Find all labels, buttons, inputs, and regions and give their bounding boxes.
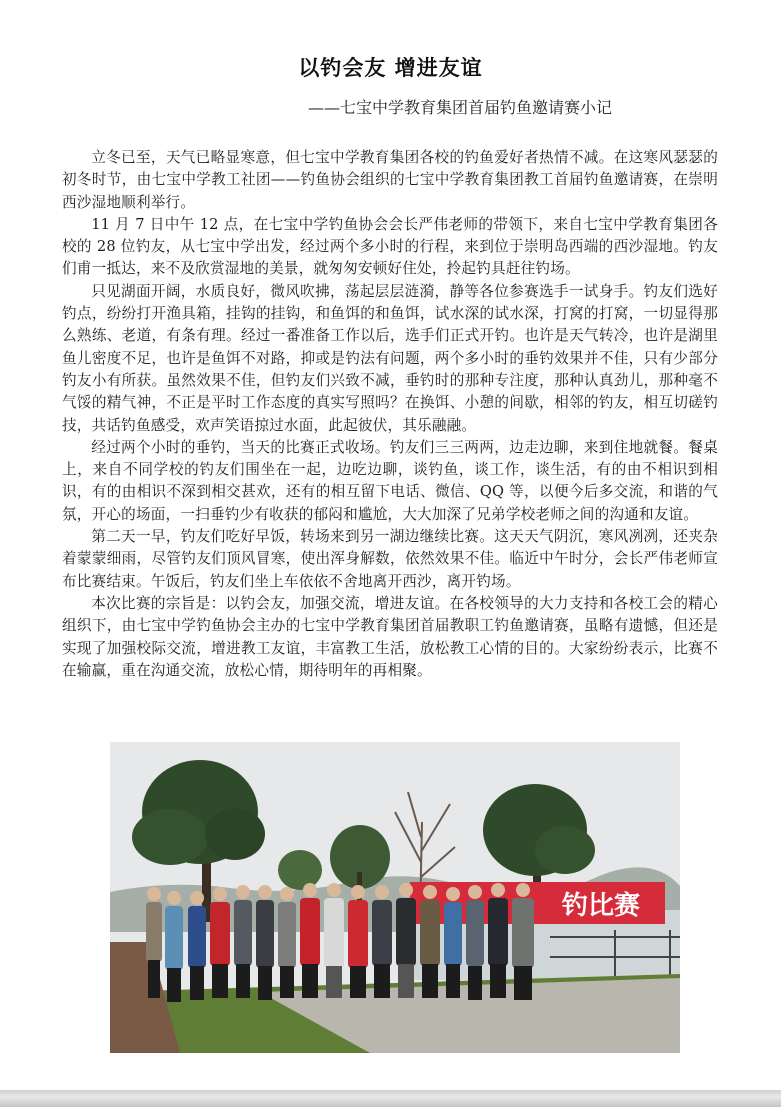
page-bottom-bar [0, 1090, 781, 1107]
paragraph-4: 经过两个小时的垂钓，当天的比赛正式收场。钓友们三三两两，边走边聊，来到住地就餐。餐桌上，来自不同学校的钓友们围坐在一起，边吃边聊，谈钓鱼，谈工作，谈生活，有的由不相识到相识，有的由相识不深到相交甚欢，还有的相互留下电话、微信、QQ 等，以便今后多交流，和谐的气氛，开心的场面，一扫垂钓少有收获的郁闷和尴尬，大大加深了兄弟学校老师之间的沟通和友谊。 [62, 438, 718, 523]
photo-tree-small [278, 850, 322, 890]
paragraph-5: 第二天一早，钓友们吃好早饭，转场来到另一湖边继续比赛。这天天气阴沉，寒风冽冽，还夹杂着蒙蒙细雨，尽管钓友们顶风冒寒，使出浑身解数，依然效果不佳。临近中午时分，会长严伟老师宣布比赛结束。午饭后，钓友们坐上车依依不舍地离开西沙，离开钓场。 [62, 528, 718, 590]
article-body [62, 147, 718, 682]
article-subtitle: ——七宝中学教育集团首届钓鱼邀请赛小记 [308, 98, 613, 117]
group-photo [110, 742, 680, 1053]
paragraph-3: 只见湖面开阔，水质良好，微风吹拂，荡起层层涟漪，静等各位参赛选手一试身手。钓友们选好钓点，纷纷打开渔具箱，挂钩的挂钩，和鱼饵的和鱼饵，试水深的试水深，打窝的打窝，一切显得那么熟练、老道，有条有理。经过一番准备工作以后，选手们正式开钓。也许是天气转冷，也许是湖里鱼儿密度不足，也许是鱼饵不对路，抑或是钓法有问题，两个多小时的垂钓效果并不佳，只有少部分钓友小有所获。虽然效果不佳，但钓友们兴致不减，垂钓时的那种专注度，那种认真劲儿，那种毫不气馁的精气神，不正是平时工作态度的真实写照吗？在换饵、小憩的间歇，相邻的钓友，相互切磋钓技，共话钓鱼感受，欢声笑语掠过水面，此起彼伏，其乐融融。 [62, 282, 718, 434]
article-title: 以钓会友 增进友谊 [298, 56, 483, 80]
paragraph-1: 立冬已至，天气已略显寒意，但七宝中学教育集团各校的钓鱼爱好者热情不减。在这寒风瑟瑟的初冬时节，由七宝中学教工社团——钓鱼协会组织的七宝中学教育集团教工首届钓鱼邀请赛，在崇明西沙湿地顺利举行。 [62, 149, 718, 211]
svg-text:钓比赛: 钓比赛 [561, 891, 640, 921]
paragraph-6: 本次比赛的宗旨是：以钓会友，加强交流，增进友谊。在各校领导的大力支持和各校工会的精心组织下，由七宝中学钓鱼协会主办的七宝中学教育集团首届教职工钓鱼邀请赛，虽略有遗憾，但还是实现了加强校际交流，增进教工友谊，丰富教工生活，放松教工心情的目的。大家纷纷表示，比赛不在输赢，重在沟通交流，放松心情，期待明年的再相聚。 [62, 594, 718, 679]
paragraph-2: 11 月 7 日中午 12 点，在七宝中学钓鱼协会会长严伟老师的带领下，来自七宝中学教育集团各校的 28 位钓友，从七宝中学出发，经过两个多小时的行程，来到位于崇明岛西端的西沙湿地。钓友们甫一抵达，来不及欣赏湿地的美景，就匆匆安顿好住处，拎起钓具赶往钓场。 [62, 215, 718, 278]
